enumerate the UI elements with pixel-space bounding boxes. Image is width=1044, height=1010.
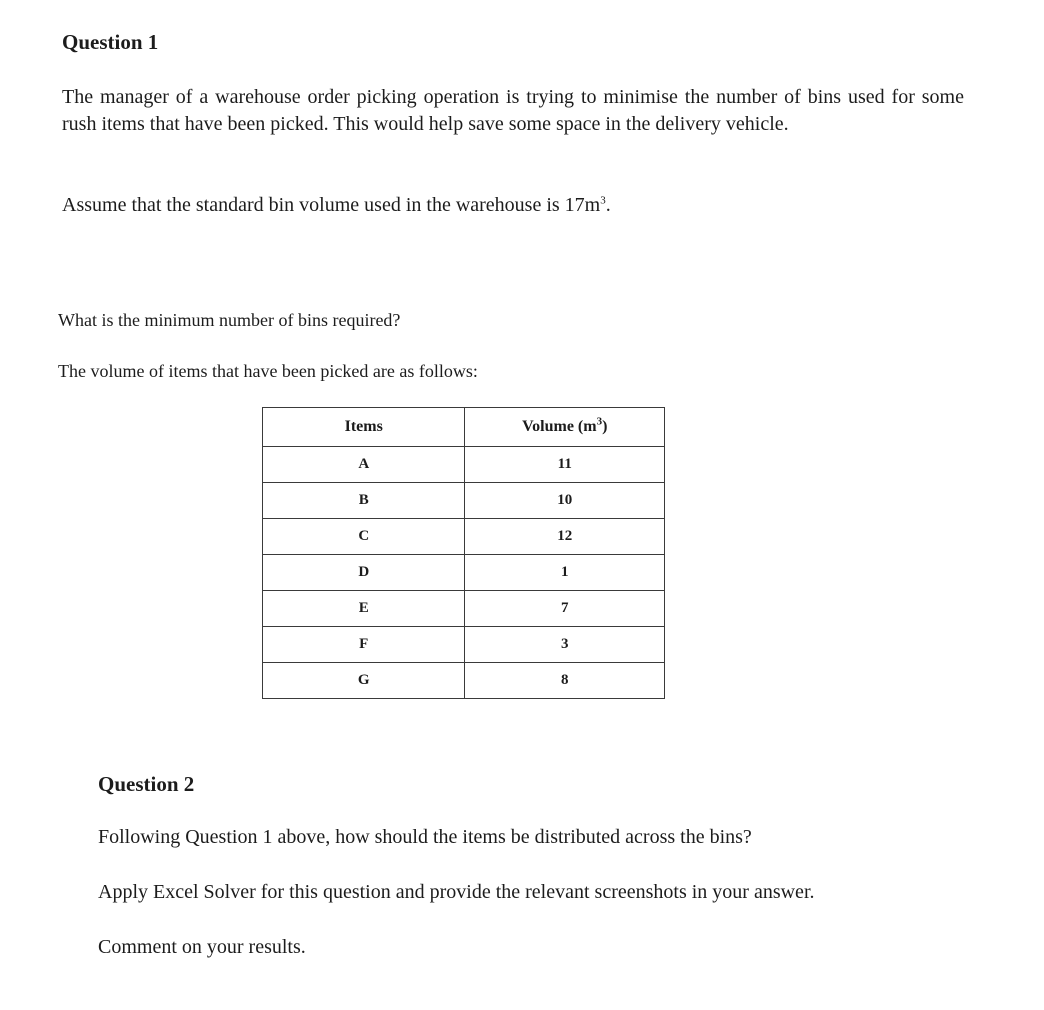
item-cell: D [263, 555, 465, 591]
item-cell: F [263, 627, 465, 663]
question-2-line-3: Comment on your results. [98, 936, 306, 958]
table-row [263, 591, 665, 627]
table-header-row [263, 408, 665, 447]
table-row [263, 663, 665, 699]
bin-volume-text: Assume that the standard bin volume used in the warehouse is 17m [62, 194, 601, 216]
table-row [263, 519, 665, 555]
sentence-end: . [605, 194, 611, 216]
volume-intro-text: The volume of items that have been picked are as follows: [58, 361, 478, 381]
volume-cell: 1 [465, 555, 665, 591]
item-cell: C [263, 519, 465, 555]
cubic-superscript: 3 [600, 194, 606, 207]
table-row [263, 627, 665, 663]
question-1-paragraph-1: The manager of a warehouse order picking operation is trying to minimise the number of bins used for some rush items that have been picked. This would help save some space in the delivery vehicle. [62, 86, 964, 135]
question-2-line-1: Following Question 1 above, how should the items be distributed across the bins? [98, 826, 752, 848]
volume-cell: 3 [465, 627, 665, 663]
volume-column-header: Volume $(m^3)$ [465, 408, 665, 447]
volume-cell: 8 [465, 663, 665, 699]
item-volume-table [262, 407, 665, 699]
volume-cell: 10 [465, 483, 665, 519]
volume-cell: 11 [465, 447, 665, 483]
volume-cell: 7 [465, 591, 665, 627]
table-row [263, 483, 665, 519]
question-1-title: Question 1 [62, 30, 159, 54]
item-cell: G [263, 663, 465, 699]
item-cell: E [263, 591, 465, 627]
table-row [263, 447, 665, 483]
question-2-title: Question 2 [98, 772, 195, 796]
volume-cell: 12 [465, 519, 665, 555]
items-column-header: Items [263, 408, 465, 447]
question-1-prompt: What is the minimum number of bins required? [58, 310, 401, 330]
table-row [263, 555, 665, 591]
question-1-paragraph-2 [62, 192, 611, 219]
item-cell: B [263, 483, 465, 519]
item-cell: A [263, 447, 465, 483]
question-2-line-2: Apply Excel Solver for this question and provide the relevant screenshots in your answer. [98, 881, 815, 903]
